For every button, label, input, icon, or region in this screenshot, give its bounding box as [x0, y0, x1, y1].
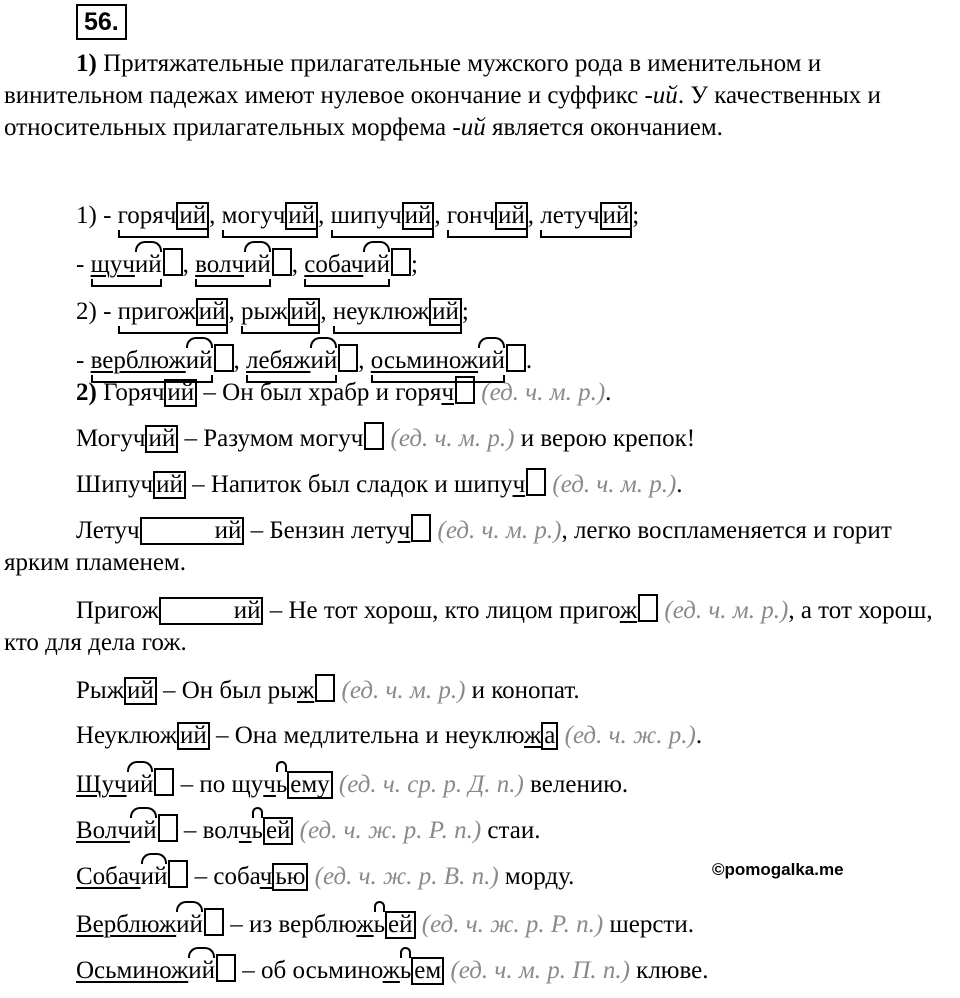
headword-stem: Рыж [76, 677, 124, 704]
word-base [91, 249, 162, 281]
word-separator: , [228, 298, 241, 325]
example-tail: велению. [523, 771, 629, 798]
headword-root: Щуч [76, 771, 127, 798]
example-ending-box: ему [287, 771, 332, 799]
word-separator: , [527, 202, 541, 229]
word-ending-box: ий [196, 298, 229, 326]
word-stem: шипуч [330, 202, 402, 229]
word-ending-box: ий [176, 202, 209, 230]
grammar-note: (ед. ч. ж. р. Р. п.) [299, 817, 482, 844]
example-root-tail: ч [441, 379, 455, 406]
word-base [371, 345, 505, 377]
zero-ending-box [272, 248, 292, 276]
word-separator: ; [461, 298, 469, 325]
word-suffix: ий [186, 345, 213, 377]
example-text: Бензин лету [269, 517, 398, 544]
word-suffix: ий [363, 249, 390, 281]
group2-line2-prefix: - [76, 347, 91, 374]
headword-stem: Горяч [103, 379, 165, 406]
example-zero-ending [638, 594, 658, 622]
word-separator: . [525, 347, 533, 374]
example-text: Не тот хорош, кто лицом приго [288, 597, 620, 624]
headword-suffix: ий [176, 909, 203, 941]
exercise-number: 56. [76, 4, 127, 40]
headword-stem: Могуч [76, 425, 146, 452]
example-text: Он был храбр и горя [222, 379, 442, 406]
headword-stem: Неуклюж [76, 722, 177, 749]
example-text: соба [213, 863, 260, 890]
word-base [540, 200, 632, 232]
example-text: по щу [199, 771, 264, 798]
example-root-tail: ж [619, 597, 638, 624]
word-root: собач [304, 251, 364, 278]
dash: – [174, 771, 200, 798]
grammar-note: (ед. ч. м. р. П. п.) [450, 957, 630, 984]
example-zero-ending [315, 674, 335, 702]
word-ending-box: ий [429, 298, 462, 326]
example-tail: морду. [498, 863, 575, 890]
grammar-note: (ед. ч. м. р.) [390, 425, 515, 452]
example-tail: и верою крепок! [514, 425, 696, 452]
group2-line2-words [91, 347, 533, 374]
dash: – [177, 817, 203, 844]
headword-zero-ending [216, 954, 236, 982]
zero-ending-box [214, 344, 234, 372]
headword-ending-box: ий [153, 471, 186, 499]
word-base [304, 249, 390, 281]
group1-line1 [76, 200, 639, 232]
part2-item [76, 468, 683, 501]
dash: – [223, 911, 249, 938]
word-base [118, 200, 209, 232]
word-separator: , [291, 251, 305, 278]
intro-suffix-1: -ий [644, 82, 678, 109]
word-stem: рыж [240, 298, 288, 325]
word-separator: , [182, 251, 196, 278]
word-stem: гонч [446, 202, 496, 229]
word-ending-box: ий [285, 202, 318, 230]
group1-line2 [76, 248, 418, 281]
group1-line2-prefix: - [76, 251, 91, 278]
example-root-tail: ж [356, 911, 374, 938]
word-separator: , [318, 202, 331, 229]
intro-text-c: является окончанием. [485, 114, 723, 141]
word-base [333, 296, 462, 328]
example-tail: . [695, 722, 703, 749]
example-ending-box: ью [272, 863, 308, 891]
word-suffix: ий [244, 249, 271, 281]
example-root-tail: ч [512, 471, 526, 498]
example-root-tail: ч [259, 863, 273, 890]
word-ending-box: ий [495, 202, 528, 230]
word-separator: , [434, 202, 447, 229]
zero-ending-box [391, 248, 411, 276]
group1-line1-words [118, 202, 640, 229]
group2-line1-prefix: 2) - [76, 298, 118, 325]
example-suffix: ь [276, 769, 287, 801]
example-suffix: ь [374, 909, 385, 941]
word-base [91, 345, 213, 377]
example-tail: и конопат. [465, 677, 580, 704]
part2-item [76, 908, 694, 941]
part2-item [76, 376, 611, 409]
zero-ending-box [338, 344, 358, 372]
word-suffix: ий [310, 345, 337, 377]
word-root: волч [195, 251, 245, 278]
word-base [246, 345, 337, 377]
example-tail: стаи. [481, 817, 541, 844]
part2-item [76, 814, 540, 847]
intro-label: 1) [76, 50, 97, 77]
example-ending-box: а [541, 722, 558, 750]
part2-item [4, 514, 954, 579]
word-separator: , [209, 202, 222, 229]
headword-ending-box: ий [140, 517, 245, 545]
word-base [195, 249, 271, 281]
group2-line1-words [118, 298, 469, 325]
part2-item [4, 594, 954, 659]
example-text: Напиток был сладок и шипу [210, 471, 513, 498]
example-tail: . [605, 379, 612, 406]
example-root-tail: ч [263, 771, 276, 798]
example-tail: , легко воспламеняется и горит ярким пламенем. [4, 517, 892, 576]
dash: – [197, 379, 223, 406]
word-root: верблюж [90, 347, 186, 374]
example-root-tail: ч [238, 817, 252, 844]
headword-zero-ending [154, 768, 174, 796]
word-base [331, 200, 435, 232]
zero-ending-box [163, 248, 183, 276]
group1-line1-prefix: 1) - [76, 202, 118, 229]
example-text: Он был ры [181, 677, 297, 704]
intro-paragraph [4, 48, 956, 144]
headword-ending-box: ий [159, 597, 264, 625]
intro-text-a: Притяжательные прилагательные мужского рода в именительном и винительном падежах имеют нулевое окончание и суффикс [4, 50, 822, 109]
dash: – [236, 957, 262, 984]
word-separator: ; [411, 251, 418, 278]
word-stem: летуч [540, 202, 600, 229]
example-tail: клюве. [629, 957, 709, 984]
word-separator: ; [632, 202, 640, 229]
part2-item [76, 422, 695, 455]
word-suffix: ий [478, 345, 505, 377]
example-suffix: ь [252, 815, 263, 847]
grammar-note: (ед. ч. м. р.) [552, 471, 677, 498]
grammar-note: (ед. ч. м. р.) [664, 597, 789, 624]
headword-ending-box: ий [124, 677, 157, 705]
part2-item [76, 768, 628, 801]
part2-item [76, 860, 574, 893]
example-zero-ending [526, 468, 546, 496]
word-stem: могуч [221, 202, 286, 229]
word-separator: , [320, 298, 333, 325]
word-suffix: ий [135, 249, 162, 281]
dash: – [178, 425, 204, 452]
word-ending-box: ий [288, 298, 321, 326]
grammar-note: (ед. ч. ж. р.) [564, 722, 696, 749]
headword-root: Собач [76, 863, 141, 890]
example-suffix: ь [400, 955, 411, 987]
example-root-tail: ч [397, 517, 411, 544]
headword-stem: Пригож [76, 597, 159, 624]
group2-line2 [76, 344, 532, 377]
headword-suffix: ий [188, 955, 215, 987]
example-tail: . [676, 471, 683, 498]
example-text: об осьмино [261, 957, 383, 984]
dash: – [244, 517, 270, 544]
grammar-note: (ед. ч. м. р.) [341, 677, 466, 704]
group2-line1 [76, 296, 469, 328]
part2-item [76, 954, 708, 987]
example-ending-box: ей [385, 911, 415, 939]
zero-ending-box [506, 344, 526, 372]
grammar-note: (ед. ч. ж. р. Р. п.) [421, 911, 604, 938]
headword-zero-ending [204, 908, 224, 936]
intro-text-b: . У качественных и относительных прилагательных морфема [4, 82, 881, 141]
word-base [118, 296, 229, 328]
example-zero-ending [364, 422, 384, 450]
word-root: щуч [90, 251, 135, 278]
dash: – [263, 597, 289, 624]
example-ending-box: ем [411, 957, 444, 985]
word-ending-box: ий [402, 202, 435, 230]
word-root: осьминож [370, 347, 479, 374]
example-ending-box: ей [263, 817, 293, 845]
word-stem: неуклюж [332, 298, 430, 325]
example-zero-ending [455, 376, 475, 404]
watermark: ©pomogalka.me [712, 860, 844, 879]
part2-item [76, 674, 580, 707]
grammar-note: (ед. ч. ж. р. В. п.) [314, 863, 499, 890]
word-separator: , [233, 347, 246, 374]
headword-root: Верблюж [76, 911, 177, 938]
example-text: из верблю [248, 911, 357, 938]
dash: – [156, 677, 182, 704]
example-zero-ending [411, 514, 431, 542]
dash: – [188, 863, 214, 890]
grammar-note: (ед. ч. ср. р. Д. п.) [338, 771, 524, 798]
headword-suffix: ий [130, 815, 157, 847]
headword-ending-box: ий [164, 379, 197, 407]
headword-zero-ending [168, 860, 188, 888]
example-text: Разумом могуч [203, 425, 364, 452]
example-text: вол [202, 817, 239, 844]
intro-suffix-2: -ий [452, 114, 486, 141]
example-root-tail: ж [523, 722, 542, 749]
dash: – [209, 722, 235, 749]
example-tail: , а тот хорош, кто для дела гож. [4, 597, 933, 656]
headword-root: Осьминож [76, 957, 189, 984]
word-separator: , [358, 347, 371, 374]
grammar-note: (ед. ч. м. р.) [437, 517, 562, 544]
word-stem: пригож [117, 298, 196, 325]
example-tail: шерсти. [603, 911, 694, 938]
word-base [222, 200, 318, 232]
word-root: лебяж [246, 347, 311, 374]
example-text: Она медлительна и неуклю [234, 722, 524, 749]
part2-item [76, 720, 702, 752]
example-root-tail: ж [382, 957, 400, 984]
headword-suffix: ий [141, 861, 168, 893]
headword-stem: Летуч [76, 517, 140, 544]
headword-zero-ending [158, 814, 178, 842]
headword-root: Волч [76, 817, 130, 844]
word-ending-box: ий [600, 202, 633, 230]
dash: – [185, 471, 211, 498]
word-stem: горяч [117, 202, 177, 229]
word-base [447, 200, 528, 232]
headword-ending-box: ий [177, 722, 210, 750]
headword-suffix: ий [127, 769, 154, 801]
headword-ending-box: ий [145, 425, 178, 453]
word-base [241, 296, 320, 328]
group1-line2-words [91, 251, 418, 278]
grammar-note: (ед. ч. м. р.) [481, 379, 606, 406]
example-root-tail: ж [296, 677, 315, 704]
part2-label: 2) [76, 379, 97, 406]
headword-stem: Шипуч [76, 471, 154, 498]
